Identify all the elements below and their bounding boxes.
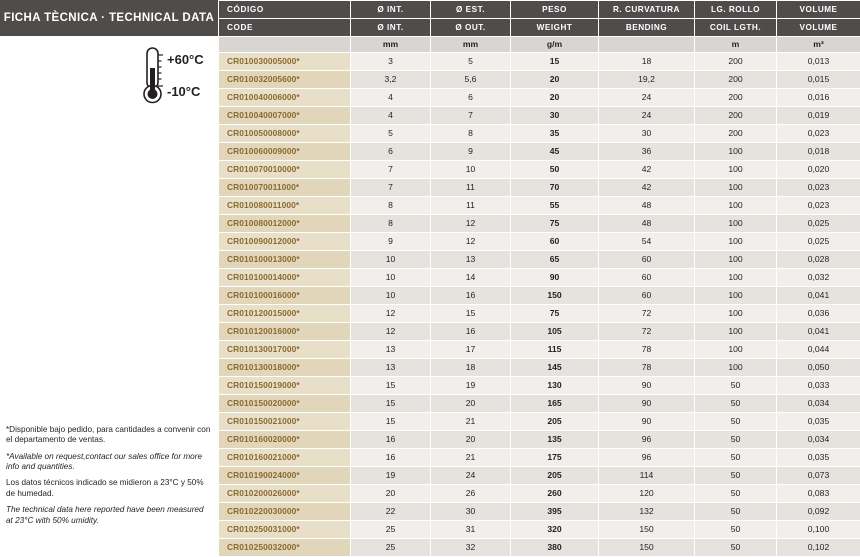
cell-volume: 0,035 [777,449,860,467]
cell-code: CR010160020000* [219,431,351,449]
footnote-availability-es: *Disponible bajo pedido, para cantidades a convenir con el departamento de ventas. [6,425,212,446]
table-body [219,53,860,557]
temperature-range-graphic [140,46,210,108]
table-row [219,269,860,287]
cell-volume: 0,023 [777,179,860,197]
cell-diameter-external: 6 [431,89,511,107]
cell-volume: 0,044 [777,341,860,359]
table-row [219,197,860,215]
cell-weight: 20 [511,71,599,89]
footnote-availability-en: *Available on request,contact our sales office for more info and quantities. [6,452,212,473]
cell-diameter-external: 10 [431,161,511,179]
cell-code: CR010100014000* [219,269,351,287]
cell-diameter-external: 12 [431,215,511,233]
cell-weight: 135 [511,431,599,449]
cell-weight: 260 [511,485,599,503]
cell-coil-length: 50 [695,431,777,449]
cell-coil-length: 50 [695,521,777,539]
table-row [219,233,860,251]
cell-volume: 0,035 [777,413,860,431]
cell-diameter-internal: 13 [351,341,431,359]
cell-bending-radius: 42 [599,179,695,197]
cell-bending-radius: 90 [599,395,695,413]
cell-weight: 55 [511,197,599,215]
cell-bending-radius: 120 [599,485,695,503]
th-unit-volume: m³ [777,37,860,53]
cell-weight: 205 [511,467,599,485]
cell-code: CR010040006000* [219,89,351,107]
cell-diameter-internal: 15 [351,413,431,431]
table-row [219,125,860,143]
cell-weight: 70 [511,179,599,197]
table-row [219,89,860,107]
cell-volume: 0,023 [777,125,860,143]
cell-coil-length: 100 [695,179,777,197]
cell-diameter-external: 5 [431,53,511,71]
cell-diameter-external: 31 [431,521,511,539]
cell-diameter-internal: 8 [351,215,431,233]
cell-code: CR010070010000* [219,161,351,179]
th-lg-rollo: LG. ROLLO [695,1,777,19]
cell-diameter-internal: 4 [351,107,431,125]
cell-code: CR010220030000* [219,503,351,521]
cell-diameter-internal: 7 [351,179,431,197]
cell-diameter-internal: 15 [351,395,431,413]
cell-diameter-external: 32 [431,539,511,557]
cell-coil-length: 100 [695,305,777,323]
cell-volume: 0,028 [777,251,860,269]
th-diam-est: Ø EST. [431,1,511,19]
cell-weight: 165 [511,395,599,413]
cell-coil-length: 100 [695,161,777,179]
cell-diameter-external: 5,6 [431,71,511,89]
table-row [219,143,860,161]
cell-coil-length: 50 [695,449,777,467]
cell-code: CR010150021000* [219,413,351,431]
cell-coil-length: 50 [695,503,777,521]
cell-coil-length: 100 [695,269,777,287]
cell-code: CR010090012000* [219,233,351,251]
table-row [219,215,860,233]
cell-bending-radius: 78 [599,359,695,377]
th-diam-out-en: Ø OUT. [431,19,511,37]
cell-diameter-external: 18 [431,359,511,377]
cell-coil-length: 50 [695,395,777,413]
cell-bending-radius: 36 [599,143,695,161]
cell-volume: 0,018 [777,143,860,161]
cell-diameter-external: 19 [431,377,511,395]
table-row [219,305,860,323]
cell-code: CR010030005000* [219,53,351,71]
cell-bending-radius: 72 [599,305,695,323]
cell-volume: 0,102 [777,539,860,557]
cell-code: CR010100013000* [219,251,351,269]
cell-code: CR010130018000* [219,359,351,377]
cell-coil-length: 100 [695,143,777,161]
cell-coil-length: 100 [695,197,777,215]
cell-diameter-internal: 22 [351,503,431,521]
cell-code: CR010250032000* [219,539,351,557]
cell-volume: 0,073 [777,467,860,485]
cell-code: CR010070011000* [219,179,351,197]
page-title: FICHA TÈCNICA · TECHNICAL DATA [4,12,214,24]
cell-weight: 150 [511,287,599,305]
th-diam-int: Ø INT. [351,1,431,19]
cell-weight: 50 [511,161,599,179]
table-row [219,395,860,413]
table-row [219,413,860,431]
cell-volume: 0,050 [777,359,860,377]
table-row [219,503,860,521]
cell-bending-radius: 114 [599,467,695,485]
cell-bending-radius: 150 [599,521,695,539]
th-code: CODE [219,19,351,37]
cell-diameter-external: 11 [431,179,511,197]
table-row [219,287,860,305]
table-row [219,107,860,125]
th-volume-en: VOLUME [777,19,860,37]
cell-code: CR010120016000* [219,323,351,341]
cell-volume: 0,025 [777,233,860,251]
th-unit-diam-int: mm [351,37,431,53]
table-row [219,485,860,503]
cell-diameter-external: 20 [431,431,511,449]
cell-volume: 0,083 [777,485,860,503]
min-temperature-label: -10°C [167,84,200,99]
cell-bending-radius: 60 [599,269,695,287]
cell-diameter-internal: 12 [351,305,431,323]
cell-diameter-external: 14 [431,269,511,287]
cell-diameter-external: 20 [431,395,511,413]
th-volume-es: VOLUME [777,1,860,19]
cell-bending-radius: 78 [599,341,695,359]
cell-bending-radius: 132 [599,503,695,521]
cell-coil-length: 100 [695,287,777,305]
cell-weight: 65 [511,251,599,269]
cell-diameter-internal: 6 [351,143,431,161]
cell-coil-length: 100 [695,323,777,341]
table-head [219,1,860,53]
cell-diameter-internal: 10 [351,269,431,287]
cell-diameter-external: 21 [431,449,511,467]
table-row [219,377,860,395]
cell-code: CR010250031000* [219,521,351,539]
cell-bending-radius: 24 [599,89,695,107]
cell-code: CR010060009000* [219,143,351,161]
th-unit-coil-length: m [695,37,777,53]
cell-weight: 75 [511,305,599,323]
th-r-curvatura: R. CURVATURA [599,1,695,19]
footnote-measurement-es: Los datos técnicos indicado se midieron a 23°C y 50% de humedad. [6,478,212,499]
cell-diameter-external: 26 [431,485,511,503]
cell-diameter-internal: 12 [351,323,431,341]
cell-code: CR010100016000* [219,287,351,305]
cell-diameter-internal: 20 [351,485,431,503]
cell-coil-length: 50 [695,539,777,557]
cell-diameter-external: 11 [431,197,511,215]
th-bending: BENDING [599,19,695,37]
table-row [219,179,860,197]
cell-weight: 320 [511,521,599,539]
cell-code: CR010050008000* [219,125,351,143]
cell-weight: 15 [511,53,599,71]
left-info-panel [0,0,218,530]
cell-diameter-internal: 19 [351,467,431,485]
cell-coil-length: 200 [695,53,777,71]
cell-weight: 75 [511,215,599,233]
header-row-english [219,19,860,37]
cell-diameter-internal: 10 [351,287,431,305]
footnotes [6,425,212,526]
cell-diameter-external: 9 [431,143,511,161]
th-codigo: CÓDIGO [219,1,351,19]
cell-diameter-internal: 15 [351,377,431,395]
cell-weight: 205 [511,413,599,431]
cell-diameter-external: 17 [431,341,511,359]
cell-weight: 395 [511,503,599,521]
cell-diameter-external: 21 [431,413,511,431]
cell-bending-radius: 48 [599,197,695,215]
cell-weight: 20 [511,89,599,107]
th-unit-bending [599,37,695,53]
panel-title-bar [0,0,218,36]
cell-weight: 380 [511,539,599,557]
specifications-table-container [218,0,860,530]
cell-diameter-external: 16 [431,287,511,305]
table-row [219,539,860,557]
cell-bending-radius: 18 [599,53,695,71]
table-row [219,449,860,467]
cell-volume: 0,019 [777,107,860,125]
cell-bending-radius: 60 [599,251,695,269]
cell-bending-radius: 60 [599,287,695,305]
header-row-spanish [219,1,860,19]
cell-coil-length: 100 [695,341,777,359]
cell-bending-radius: 54 [599,233,695,251]
cell-diameter-internal: 3 [351,53,431,71]
cell-bending-radius: 96 [599,449,695,467]
cell-bending-radius: 30 [599,125,695,143]
specifications-table [218,0,860,557]
cell-coil-length: 200 [695,125,777,143]
cell-code: CR010190024000* [219,467,351,485]
cell-volume: 0,034 [777,395,860,413]
th-unit-code [219,37,351,53]
cell-volume: 0,016 [777,89,860,107]
cell-code: CR010080011000* [219,197,351,215]
cell-code: CR010200026000* [219,485,351,503]
cell-volume: 0,032 [777,269,860,287]
th-unit-diam-out: mm [431,37,511,53]
cell-weight: 105 [511,323,599,341]
cell-weight: 115 [511,341,599,359]
cell-diameter-internal: 25 [351,539,431,557]
cell-code: CR010150020000* [219,395,351,413]
cell-coil-length: 200 [695,89,777,107]
cell-diameter-external: 12 [431,233,511,251]
cell-volume: 0,041 [777,287,860,305]
cell-volume: 0,041 [777,323,860,341]
cell-diameter-internal: 8 [351,197,431,215]
max-temperature-label: +60°C [167,52,204,67]
table-row [219,71,860,89]
cell-bending-radius: 24 [599,107,695,125]
table-row [219,431,860,449]
cell-weight: 130 [511,377,599,395]
cell-bending-radius: 96 [599,431,695,449]
table-row [219,161,860,179]
cell-bending-radius: 19,2 [599,71,695,89]
cell-volume: 0,036 [777,305,860,323]
cell-diameter-internal: 16 [351,449,431,467]
cell-diameter-external: 7 [431,107,511,125]
cell-code: CR010032005600* [219,71,351,89]
cell-coil-length: 50 [695,467,777,485]
cell-code: CR010040007000* [219,107,351,125]
cell-diameter-internal: 25 [351,521,431,539]
cell-volume: 0,013 [777,53,860,71]
cell-coil-length: 100 [695,251,777,269]
cell-bending-radius: 48 [599,215,695,233]
th-diam-int-en: Ø INT. [351,19,431,37]
cell-diameter-internal: 7 [351,161,431,179]
table-row [219,341,860,359]
cell-bending-radius: 90 [599,413,695,431]
cell-volume: 0,100 [777,521,860,539]
cell-coil-length: 200 [695,107,777,125]
cell-weight: 90 [511,269,599,287]
cell-diameter-external: 30 [431,503,511,521]
th-weight: WEIGHT [511,19,599,37]
table-row [219,467,860,485]
cell-bending-radius: 42 [599,161,695,179]
cell-diameter-internal: 5 [351,125,431,143]
cell-diameter-external: 8 [431,125,511,143]
cell-code: CR010080012000* [219,215,351,233]
cell-diameter-external: 24 [431,467,511,485]
cell-coil-length: 100 [695,215,777,233]
table-row [219,53,860,71]
table-row [219,251,860,269]
header-row-units [219,37,860,53]
cell-volume: 0,023 [777,197,860,215]
cell-diameter-internal: 10 [351,251,431,269]
cell-bending-radius: 150 [599,539,695,557]
cell-coil-length: 50 [695,377,777,395]
cell-diameter-external: 16 [431,323,511,341]
cell-diameter-internal: 13 [351,359,431,377]
th-coil-length: COIL LGTH. [695,19,777,37]
table-row [219,323,860,341]
cell-code: CR010120015000* [219,305,351,323]
th-peso: PESO [511,1,599,19]
cell-coil-length: 50 [695,413,777,431]
cell-weight: 35 [511,125,599,143]
th-unit-weight: g/m [511,37,599,53]
cell-bending-radius: 72 [599,323,695,341]
cell-volume: 0,033 [777,377,860,395]
cell-coil-length: 50 [695,485,777,503]
cell-code: CR010160021000* [219,449,351,467]
table-row [219,359,860,377]
cell-coil-length: 100 [695,233,777,251]
cell-weight: 175 [511,449,599,467]
cell-diameter-external: 15 [431,305,511,323]
cell-diameter-internal: 4 [351,89,431,107]
cell-weight: 30 [511,107,599,125]
cell-diameter-external: 13 [431,251,511,269]
cell-code: CR010150019000* [219,377,351,395]
cell-volume: 0,025 [777,215,860,233]
cell-volume: 0,015 [777,71,860,89]
cell-diameter-internal: 9 [351,233,431,251]
cell-volume: 0,034 [777,431,860,449]
cell-bending-radius: 90 [599,377,695,395]
cell-weight: 145 [511,359,599,377]
cell-coil-length: 200 [695,71,777,89]
cell-weight: 45 [511,143,599,161]
cell-volume: 0,092 [777,503,860,521]
cell-diameter-internal: 3,2 [351,71,431,89]
footnote-measurement-en: The technical data here reported have been measured at 23°C with 50% umidity. [6,505,212,526]
cell-diameter-internal: 16 [351,431,431,449]
cell-weight: 60 [511,233,599,251]
cell-code: CR010130017000* [219,341,351,359]
cell-volume: 0,020 [777,161,860,179]
cell-coil-length: 100 [695,359,777,377]
